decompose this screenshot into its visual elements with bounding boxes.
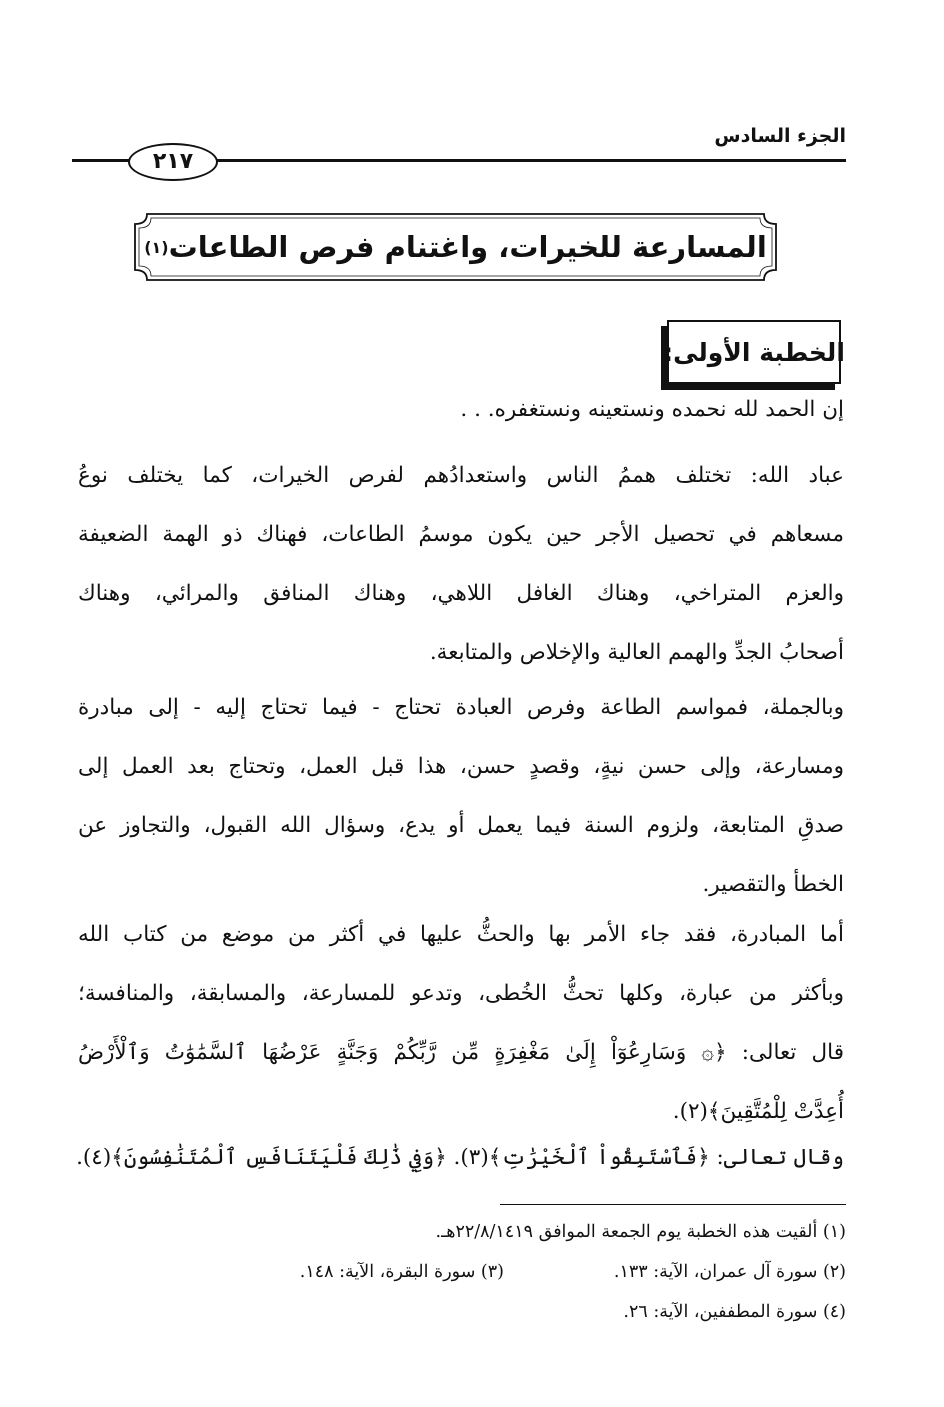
paragraph-line: عباد الله: تختلف هممُ الناس واستعدادُهم لفرص الخيرات، كما يختلف نوعُ	[78, 463, 844, 488]
paragraph-line: وبأكثر من عبارة، وكلها تحثُّ الخُطى، وتدعو للمسارعة، والمسابقة، والمنافسة؛	[78, 981, 844, 1006]
paragraph-4	[78, 905, 844, 1141]
footnote-2: (٢) سورة آل عمران، الآية: ١٣٣.	[613, 1262, 846, 1282]
paragraph-line: مسعاهم في تحصيل الأجر حين يكون موسمُ الطاعات، فهناك ذو الهمة الضعيفة	[78, 522, 844, 547]
paragraph-line: أصحابُ الجدِّ والهمم العالية والإخلاص والمتابعة.	[429, 640, 844, 665]
paragraph-line: أما المبادرة، فقد جاء الأمر بها والحثُّ عليها في أكثر من موضع من كتاب الله	[78, 922, 844, 947]
chapter-title-text: المسارعة للخيرات، واغتنام فرص الطاعات	[168, 230, 767, 264]
footnote-1: (١) ألقيت هذه الخطبة يوم الجمعة الموافق ٢٢/٨/١٤١٩هـ.	[435, 1222, 846, 1242]
paragraph-1	[78, 380, 844, 439]
footnote-rule	[500, 1204, 846, 1205]
paragraph-line: أُعِدَّتْ لِلْمُتَّقِينَ﴾(٢).	[672, 1099, 844, 1124]
title-footnote-ref: (١)	[144, 237, 169, 257]
paragraph-line: صدقِ المتابعة، ولزوم السنة فيما يعمل أو يدع، وسؤال الله القبول، والتجاوز عن	[78, 813, 844, 838]
paragraph-2	[78, 446, 844, 682]
page-number-badge: ٢١٧	[128, 143, 218, 181]
paragraph-line: إن الحمد لله نحمده ونستعينه ونستغفره. . .	[460, 397, 844, 422]
footnote-3: (٣) سورة البقرة، الآية: ١٤٨.	[299, 1262, 504, 1282]
paragraph-line: وبالجملة، فمواسم الطاعة وفرص العبادة تحتاج - فيما تحتاج إليه - إلى مبادرة	[78, 695, 844, 720]
paragraph-line: ومسارعة، وإلى حسن نيةٍ، وقصدٍ حسن، هذا قبل العمل، وتحتاج بعد العمل إلى	[78, 754, 844, 779]
running-title: الجزء السادس	[714, 125, 846, 147]
paragraph-5	[78, 1128, 844, 1187]
section-heading: الخطبة الأولى:	[667, 320, 841, 384]
paragraph-line: والعزم المتراخي، وهناك الغافل اللاهي، وهناك المنافق والمرائي، وهناك	[78, 581, 844, 606]
paragraph-line: وقال تعالى: ﴿فَٱسْتَبِقُواْ ٱلْخَيْرَٰتِ﴾(٣). ﴿وَفِي ذَٰلِكَ فَلْيَتَنَافَسِ ٱلْمُتَنَٰفِسُونَ﴾(٤).	[76, 1145, 844, 1170]
paragraph-3	[78, 678, 844, 914]
paragraph-line: قال تعالى: ﴿۞ وَسَارِعُوٓاْ إِلَىٰ مَغْفِرَةٍ مِّن رَّبِّكُمْ وَجَنَّةٍ عَرْضُهَا ٱلسَّمَٰوَٰتُ وَٱلْأَرْضُ	[78, 1040, 844, 1065]
chapter-title	[133, 212, 778, 282]
footnote-4: (٤) سورة المطففين، الآية: ٢٦.	[623, 1302, 846, 1322]
paragraph-line: الخطأ والتقصير.	[702, 872, 844, 897]
